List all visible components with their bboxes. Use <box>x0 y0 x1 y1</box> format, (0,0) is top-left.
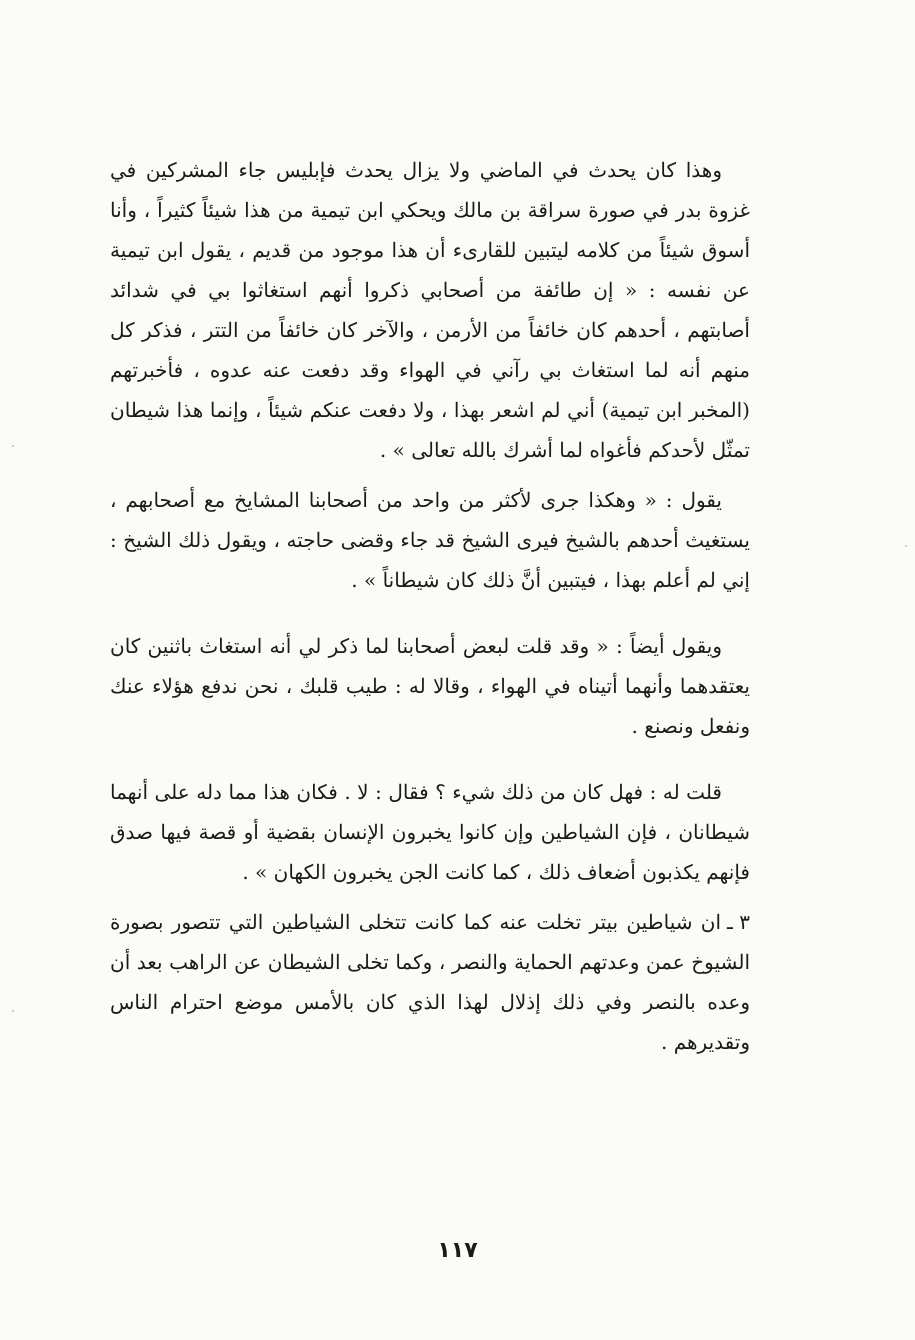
list-number: ٣ ـ <box>727 910 751 934</box>
scan-speck <box>12 1010 14 1012</box>
scan-speck <box>12 445 14 447</box>
numbered-paragraph-3 <box>110 902 750 1062</box>
paragraph-1: وهذا كان يحدث في الماضي ولا يزال يحدث فإبليس جاء المشركين في غزوة بدر في صورة سراقة بن مالك ويحكي ابن تيمية من هذا شيئاً كثيراً ، وأنا أسوق شيئاً من كلامه ليتبين للقارىء أن هذا موجود من قديم ، يقول ابن تيمية عن نفسه : « إن طائفة من أصحابي ذكروا أنهم استغاثوا بي في شدائد أصابتهم ، أحدهم كان خائفاً من الأرمن ، والآخر كان خائفاً من التتر ، فذكر كل منهم أنه لما استغاث بي رآني في الهواء وقد دفعت عنه عدوه ، فأخبرتهم (المخبر ابن تيمية) أني لم اشعر بهذا ، ولا دفعت عنكم شيئاً ، وإنما هذا شيطان تمثّل لأحدكم فأغواه لما أشرك بالله تعالى » . <box>110 158 750 462</box>
page-number: ١١٧ <box>437 1238 478 1263</box>
paragraph-3: ويقول أيضاً : « وقد قلت لبعض أصحابنا لما ذكر لي أنه استغاث باثنين كان يعتقدهما وأنهما أتيناه في الهواء ، وقالا له : طيب قلبك ، نحن ندفع هؤلاء عنك ونفعل ونصنع . <box>110 634 750 738</box>
numbered-paragraph-text: ان شياطين بيتر تخلت عنه كما كانت تتخلى الشياطين التي تتصور بصورة الشيوخ عمن وعدتهم الحماية والنصر ، وكما تخلى الشيطان عن الراهب بعد أن وعده بالنصر وفي ذلك إذلال لهذا الذي كان بالأمس موضع احترام الناس وتقديرهم . <box>110 910 750 1054</box>
scan-speck <box>905 545 907 547</box>
paragraph-2: يقول : « وهكذا جرى لأكثر من واحد من أصحابنا المشايخ مع أصحابهم ، يستغيث أحدهم بالشيخ فيرى الشيخ قد جاء وقضى حاجته ، ويقول ذلك الشيخ : إني لم أعلم بهذا ، فيتبين أنَّ ذلك كان شيطاناً » . <box>110 488 750 592</box>
body-text <box>110 150 750 1062</box>
paragraph-4: قلت له : فهل كان من ذلك شيء ؟ فقال : لا . فكان هذا مما دله على أنهما شيطانان ، فإن الشياطين وإن كانوا يخبرون الإنسان بقضية أو قصة فيها صدق فإنهم يكذبون أضعاف ذلك ، كما كانت الجن يخبرون الكهان » . <box>110 780 750 884</box>
